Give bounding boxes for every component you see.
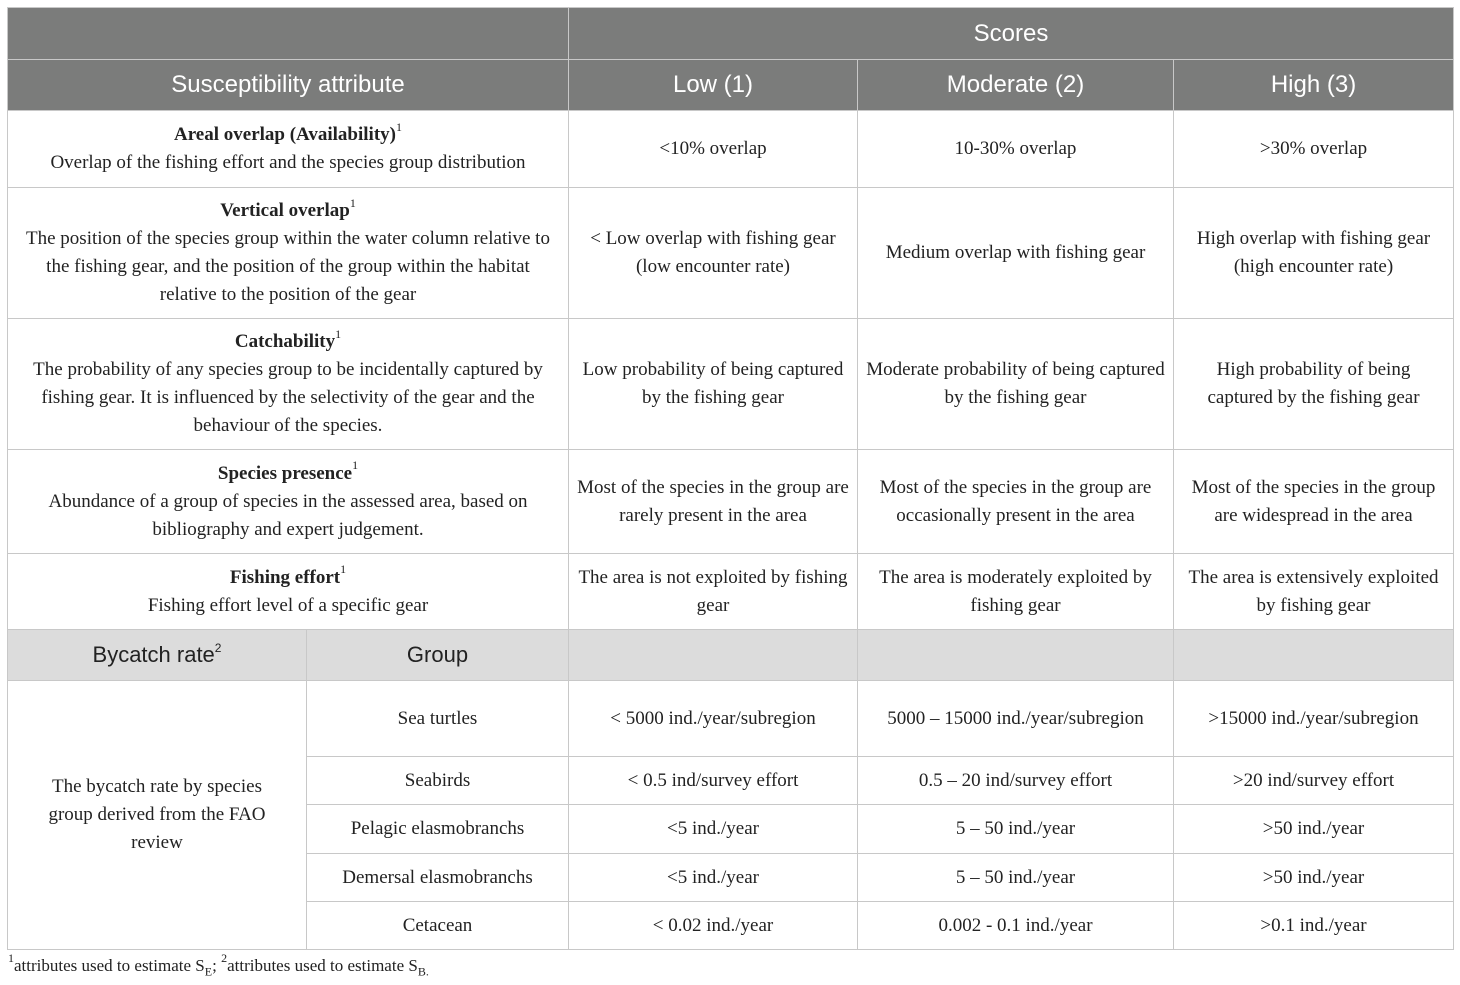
susceptibility-table xyxy=(7,7,1454,950)
header-row-scores xyxy=(8,8,1454,60)
bycatch-group-cell: Sea turtles xyxy=(307,681,569,757)
bycatch-high-cell: >20 ind/survey effort xyxy=(1174,757,1454,805)
attribute-footnote-mark: 1 xyxy=(349,195,356,210)
attribute-name: Areal overlap (Availability) xyxy=(174,124,396,145)
attribute-description: The position of the species group within the water column relative to the fishing gear, and the position of the group within the habitat relative to the position of the gear xyxy=(26,228,550,305)
bycatch-moderate-cell: 5 – 50 ind./year xyxy=(858,805,1174,854)
bycatch-high-cell: >50 ind./year xyxy=(1174,854,1454,902)
bycatch-description: The bycatch rate by species group derived from the FAO review xyxy=(8,681,307,950)
bycatch-group-cell: Cetacean xyxy=(307,902,569,950)
score-high-cell: High probability of being captured by the fishing gear xyxy=(1174,319,1454,450)
bycatch-moderate-cell: 5000 – 15000 ind./year/subregion xyxy=(858,681,1174,757)
score-low-cell: Low probability of being captured by the fishing gear xyxy=(569,319,858,450)
bycatch-low-cell: < 5000 ind./year/subregion xyxy=(569,681,858,757)
score-high-cell: The area is extensively exploited by fishing gear xyxy=(1174,554,1454,630)
attribute-row xyxy=(8,319,1454,450)
attribute-cell xyxy=(8,450,569,554)
attribute-name: Species presence xyxy=(217,462,353,484)
bycatch-high-cell: >15000 ind./year/subregion xyxy=(1174,681,1454,757)
bycatch-moderate-cell: 0.5 – 20 ind/survey effort xyxy=(858,757,1174,805)
attribute-description: Fishing effort level of a specific gear xyxy=(147,594,429,616)
score-high-cell: High overlap with fishing gear (high encounter rate) xyxy=(1174,188,1454,319)
bycatch-high-cell: >50 ind./year xyxy=(1174,805,1454,854)
attribute-footnote-mark: 1 xyxy=(340,562,347,577)
attribute-description: The probability of any species group to be incidentally captured by fishing gear. It is influenced by the selectivity of the gear and the behaviour of the species. xyxy=(33,359,543,436)
bycatch-low-cell: <5 ind./year xyxy=(569,854,858,902)
attribute-description: Overlap of the fishing effort and the species group distribution xyxy=(50,152,526,173)
bycatch-group-cell: Pelagic elasmobranchs xyxy=(307,805,569,854)
bycatch-group-cell: Seabirds xyxy=(307,757,569,805)
score-high-cell: Most of the species in the group are widespread in the area xyxy=(1174,450,1454,554)
score-moderate-cell: The area is moderately exploited by fishing gear xyxy=(858,554,1174,630)
bycatch-header-row xyxy=(8,630,1454,681)
score-moderate-cell: Moderate probability of being captured by the fishing gear xyxy=(858,319,1174,450)
high-column-header: High (3) xyxy=(1174,60,1454,111)
score-low-cell: < Low overlap with fishing gear (low encounter rate) xyxy=(569,188,858,319)
attribute-cell xyxy=(8,188,569,319)
attribute-footnote-mark: 1 xyxy=(352,458,359,473)
bycatch-low-cell: < 0.02 ind./year xyxy=(569,902,858,950)
attribute-cell xyxy=(8,554,569,630)
bycatch-rate-header: Bycatch rate$^2$ xyxy=(8,630,307,681)
score-moderate-cell: 10-30% overlap xyxy=(858,111,1174,188)
scores-header: Scores xyxy=(569,8,1454,60)
score-low-cell: The area is not exploited by fishing gear xyxy=(569,554,858,630)
bycatch-header-blank-moderate xyxy=(858,630,1174,681)
score-moderate-cell: Most of the species in the group are occasionally present in the area xyxy=(858,450,1174,554)
score-low-cell: Most of the species in the group are rarely present in the area xyxy=(569,450,858,554)
bycatch-low-cell: < 0.5 ind/survey effort xyxy=(569,757,858,805)
attribute-column-header: Susceptibility attribute xyxy=(8,60,569,111)
bycatch-group-cell: Demersal elasmobranchs xyxy=(307,854,569,902)
attribute-row xyxy=(8,554,1454,630)
attribute-description: Abundance of a group of species in the assessed area, based on bibliography and expert judgement. xyxy=(48,490,528,540)
attribute-name: Vertical overlap xyxy=(220,200,350,221)
attribute-cell xyxy=(8,111,569,188)
bycatch-row xyxy=(8,681,1454,757)
bycatch-high-cell: >0.1 ind./year xyxy=(1174,902,1454,950)
group-column-header: Group xyxy=(307,630,569,681)
attribute-name: Fishing effort xyxy=(229,566,341,588)
attribute-footnote-mark: 1 xyxy=(396,119,402,134)
attribute-cell xyxy=(8,319,569,450)
score-moderate-cell: Medium overlap with fishing gear xyxy=(858,188,1174,319)
bycatch-low-cell: <5 ind./year xyxy=(569,805,858,854)
moderate-column-header: Moderate (2) xyxy=(858,60,1174,111)
bycatch-moderate-cell: 0.002 - 0.1 ind./year xyxy=(858,902,1174,950)
table-footnote: $^1$attributes used to estimate $S_E$; $^2$attributes used to estimate $S_{B.}$ xyxy=(8,951,429,979)
bycatch-header-blank-high xyxy=(1174,630,1454,681)
attribute-row xyxy=(8,450,1454,554)
attribute-footnote-mark: 1 xyxy=(335,326,342,341)
attribute-row xyxy=(8,188,1454,319)
header-row-columns xyxy=(8,60,1454,111)
low-column-header: Low (1) xyxy=(569,60,858,111)
attribute-row xyxy=(8,111,1454,188)
score-low-cell: <10% overlap xyxy=(569,111,858,188)
header-empty-cell xyxy=(8,8,569,60)
bycatch-moderate-cell: 5 – 50 ind./year xyxy=(858,854,1174,902)
score-high-cell: >30% overlap xyxy=(1174,111,1454,188)
attribute-name: Catchability xyxy=(234,331,336,352)
bycatch-header-blank-low xyxy=(569,630,858,681)
